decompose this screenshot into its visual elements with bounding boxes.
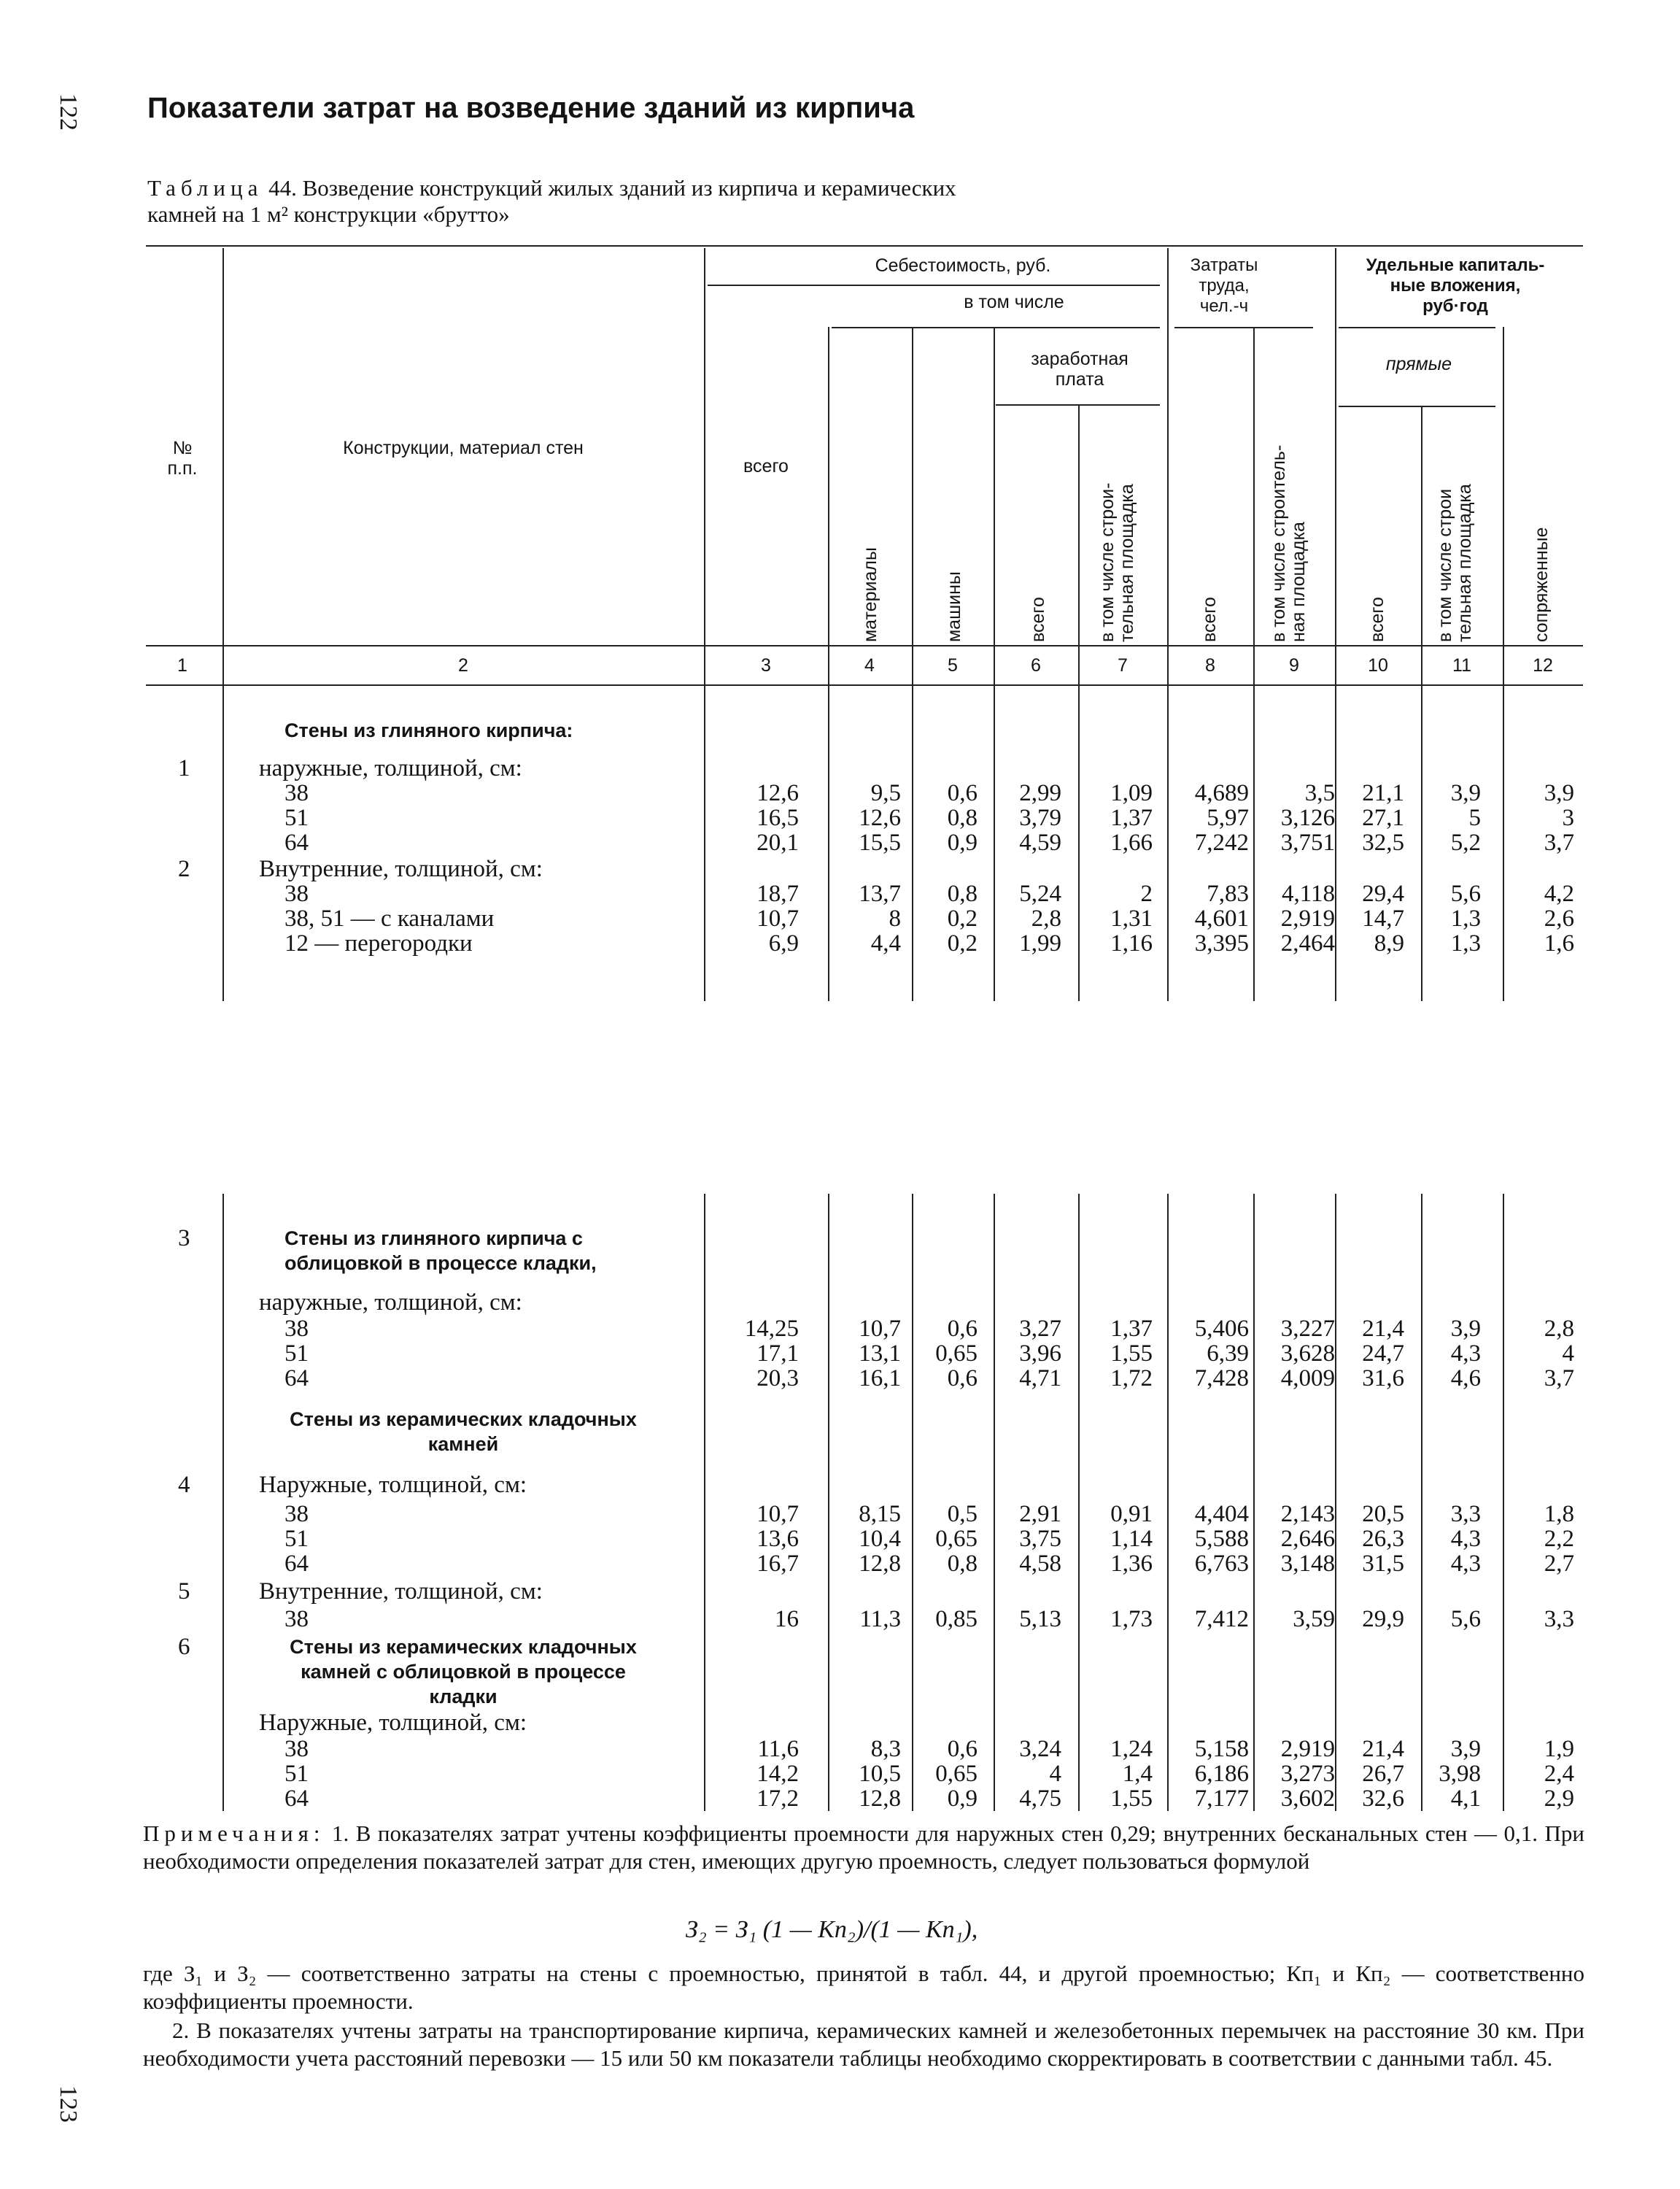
row-label-subgroup: Наружные, толщиной, см:: [259, 1710, 527, 1736]
rule-header-bottom: [146, 645, 1583, 646]
cell-col-4: 12,6: [859, 805, 901, 831]
row-label-thickness: 51: [284, 1526, 309, 1552]
row-label-thickness: 38: [284, 1316, 309, 1342]
cell-col-9: 2,464: [1280, 930, 1335, 957]
cell-col-9: 3,148: [1280, 1551, 1335, 1577]
cell-col-7: 1,4: [1122, 1761, 1153, 1787]
cell-col-12: 2,9: [1544, 1785, 1574, 1812]
rule-v: [1253, 327, 1255, 686]
rule-v: [1421, 406, 1422, 686]
cell-col-7: 1,09: [1110, 780, 1153, 806]
column-number-11: 11: [1452, 655, 1471, 676]
cell-col-6: 3,27: [1019, 1316, 1061, 1342]
cell-col-6: 2,99: [1019, 780, 1061, 806]
cell-col-10: 21,4: [1362, 1736, 1404, 1762]
cell-col-4: 8: [889, 906, 901, 932]
header-materials: материалы: [860, 547, 880, 642]
cell-col-5: 0,2: [947, 930, 978, 957]
cell-col-9: 3,59: [1293, 1606, 1335, 1632]
cell-col-3: 17,1: [756, 1340, 799, 1367]
cell-col-8: 7,428: [1194, 1365, 1249, 1391]
cell-col-5: 0,6: [947, 1365, 978, 1391]
cell-col-12: 2,7: [1544, 1551, 1574, 1577]
header-machines: машины: [944, 571, 964, 642]
cell-col-7: 1,72: [1110, 1365, 1153, 1391]
cell-col-5: 0,65: [935, 1340, 978, 1367]
row-label-thickness: 51: [284, 1761, 309, 1787]
cell-col-10: 26,3: [1362, 1526, 1404, 1552]
cell-col-6: 4: [1049, 1761, 1061, 1787]
column-number-7: 7: [1118, 655, 1128, 676]
cell-col-8: 5,406: [1194, 1316, 1249, 1342]
cell-col-11: 4,6: [1450, 1365, 1481, 1391]
cell-col-9: 2,919: [1280, 906, 1335, 932]
cell-col-5: 0,6: [947, 1316, 978, 1342]
cell-col-7: 2: [1140, 881, 1153, 907]
caption-line1: 44. Возведение конструкций жилых зданий из кирпича и керамических: [263, 175, 956, 201]
cell-col-8: 6,39: [1207, 1340, 1249, 1367]
cell-col-10: 21,1: [1362, 780, 1404, 806]
cell-col-7: 1,66: [1110, 830, 1153, 856]
rule-top: [146, 245, 1583, 247]
cell-col-10: 29,4: [1362, 881, 1404, 907]
cell-col-9: 2,919: [1280, 1736, 1335, 1762]
cell-col-10: 32,5: [1362, 830, 1404, 856]
cell-col-8: 4,601: [1194, 906, 1249, 932]
cell-col-6: 2,91: [1019, 1501, 1061, 1527]
cell-col-6: 3,24: [1019, 1736, 1061, 1762]
caption-label: Таблица: [147, 175, 263, 201]
cell-col-10: 31,5: [1362, 1551, 1404, 1577]
cell-col-6: 5,13: [1019, 1606, 1061, 1632]
cell-col-11: 1,3: [1450, 906, 1481, 932]
cell-col-4: 10,7: [859, 1316, 901, 1342]
cell-col-11: 3,9: [1450, 1316, 1481, 1342]
cell-col-8: 5,97: [1207, 805, 1249, 831]
row-label-section: облицовкой в процессе кладки,: [284, 1252, 597, 1274]
row-label-subgroup: Внутренние, толщиной, см:: [259, 856, 543, 882]
rule-h: [832, 327, 1160, 328]
column-number-12: 12: [1533, 655, 1553, 676]
cell-col-7: 1,55: [1110, 1785, 1153, 1812]
cell-col-11: 5,6: [1450, 881, 1481, 907]
row-label-section: Стены из глиняного кирпича:: [284, 719, 573, 741]
cell-col-4: 10,4: [859, 1526, 901, 1552]
cell-col-12: 3,7: [1544, 830, 1574, 856]
cell-col-11: 4,3: [1450, 1340, 1481, 1367]
cell-col-9: 3,126: [1280, 805, 1335, 831]
row-label-subgroup: наружные, толщиной, см:: [259, 1289, 522, 1316]
cell-col-3: 13,6: [756, 1526, 799, 1552]
rule-h: [708, 285, 1160, 286]
header-wage-total: всего: [1028, 597, 1048, 642]
row-label-subgroup: Наружные, толщиной, см:: [259, 1472, 527, 1498]
cell-col-4: 4,4: [870, 930, 901, 957]
page-number-top: 122: [55, 93, 82, 131]
cell-col-3: 14,25: [744, 1316, 799, 1342]
row-label-section: Стены из керамических кладочных: [290, 1636, 637, 1658]
row-label-section: кладки: [429, 1686, 498, 1707]
header-wage: заработная плата: [1031, 349, 1129, 390]
cell-col-6: 3,79: [1019, 805, 1061, 831]
cell-col-3: 16,5: [756, 805, 799, 831]
cell-col-8: 4,689: [1194, 780, 1249, 806]
rule-v: [222, 248, 224, 686]
cell-col-3: 20,3: [756, 1365, 799, 1391]
row-number: 6: [178, 1634, 190, 1660]
cell-col-5: 0,6: [947, 780, 978, 806]
row-label-thickness: 38: [284, 1606, 309, 1632]
cell-col-5: 0,65: [935, 1761, 978, 1787]
row-label-thickness: 64: [284, 1365, 309, 1391]
cell-col-12: 1,6: [1544, 930, 1574, 957]
cell-col-4: 16,1: [859, 1365, 901, 1391]
cell-col-10: 20,5: [1362, 1501, 1404, 1527]
cell-col-8: 7,177: [1194, 1785, 1249, 1812]
cell-col-6: 4,75: [1019, 1785, 1061, 1812]
cell-col-3: 10,7: [756, 906, 799, 932]
cell-col-11: 5: [1468, 805, 1481, 831]
cell-col-6: 1,99: [1019, 930, 1061, 957]
rule-v: [912, 327, 913, 686]
rule-v: [1503, 327, 1504, 686]
cell-col-3: 11,6: [757, 1736, 799, 1762]
cell-col-12: 1,8: [1544, 1501, 1574, 1527]
cell-col-8: 3,395: [1194, 930, 1249, 957]
rule-v: [828, 327, 829, 686]
cell-col-11: 3,9: [1450, 780, 1481, 806]
cell-col-12: 2,2: [1544, 1526, 1574, 1552]
page-title: Показатели затрат на возведение зданий из кирпича: [147, 92, 915, 124]
cell-col-9: 2,143: [1280, 1501, 1335, 1527]
rule-h: [1174, 327, 1313, 328]
column-number-3: 3: [761, 655, 771, 676]
cell-col-11: 5,6: [1450, 1606, 1481, 1632]
cell-col-5: 0,8: [947, 1551, 978, 1577]
row-label-thickness: 64: [284, 1785, 309, 1812]
header-labor-site: в том числе строитель- ная площадка: [1269, 444, 1309, 642]
cell-col-4: 8,15: [859, 1501, 901, 1527]
cell-col-3: 20,1: [756, 830, 799, 856]
cell-col-3: 14,2: [756, 1761, 799, 1787]
cell-col-10: 32,6: [1362, 1785, 1404, 1812]
cell-col-11: 3,98: [1439, 1761, 1481, 1787]
cell-col-5: 0,85: [935, 1606, 978, 1632]
rule-h: [1339, 406, 1495, 407]
rule-v: [222, 686, 224, 1001]
cell-col-8: 6,186: [1194, 1761, 1249, 1787]
column-number-1: 1: [177, 655, 187, 676]
cell-col-8: 5,158: [1194, 1736, 1249, 1762]
notes-p1: 1. В показателях затрат учтены коэффициенты проемности для наружных стен 0,29; внутренних бесканальных стен — 0,1. При необходимости определения показателей затрат для стен, имеющих другую проемность, следует пользоваться формулой: [143, 1821, 1584, 1874]
row-number: 5: [178, 1578, 190, 1605]
cell-col-4: 15,5: [859, 830, 901, 856]
cell-col-9: 3,227: [1280, 1316, 1335, 1342]
cell-col-4: 8,3: [870, 1736, 901, 1762]
row-label-thickness: 64: [284, 830, 309, 856]
header-total: всего: [743, 456, 789, 476]
cell-col-5: 0,8: [947, 881, 978, 907]
cell-col-8: 7,83: [1207, 881, 1249, 907]
row-number: 4: [178, 1472, 190, 1498]
row-label-thickness: 12 — перегородки: [284, 930, 473, 957]
cell-col-12: 3,3: [1544, 1606, 1574, 1632]
cell-col-11: 4,1: [1450, 1785, 1481, 1812]
cell-col-7: 1,16: [1110, 930, 1153, 957]
cell-col-8: 5,588: [1194, 1526, 1249, 1552]
cell-col-7: 0,91: [1110, 1501, 1153, 1527]
cell-col-5: 0,8: [947, 805, 978, 831]
cell-col-3: 12,6: [756, 780, 799, 806]
rule-v: [222, 1194, 224, 1811]
cell-col-11: 1,3: [1450, 930, 1481, 957]
cell-col-5: 0,9: [947, 1785, 978, 1812]
cell-col-6: 4,71: [1019, 1365, 1061, 1391]
page-number-bottom: 123: [55, 2085, 82, 2123]
notes-formula: З₂ = З₁ (1 — Кп₂)/(1 — Кп₁),: [686, 1916, 978, 1943]
cell-col-12: 4: [1562, 1340, 1574, 1367]
cell-col-12: 3: [1562, 805, 1574, 831]
cell-col-11: 4,3: [1450, 1551, 1481, 1577]
cell-col-12: 2,6: [1544, 906, 1574, 932]
cell-col-12: 3,7: [1544, 1365, 1574, 1391]
cell-col-3: 17,2: [756, 1785, 799, 1812]
cell-col-3: 16,7: [756, 1551, 799, 1577]
rule-v: [1078, 404, 1080, 686]
row-label-thickness: 38, 51 — с каналами: [284, 906, 495, 932]
cell-col-4: 10,5: [859, 1761, 901, 1787]
row-label-thickness: 38: [284, 1501, 309, 1527]
cell-col-10: 26,7: [1362, 1761, 1404, 1787]
cell-col-9: 2,646: [1280, 1526, 1335, 1552]
cell-col-4: 12,8: [859, 1551, 901, 1577]
cell-col-6: 4,59: [1019, 830, 1061, 856]
cell-col-8: 7,412: [1194, 1606, 1249, 1632]
header-construction: Конструкции, материал стен: [343, 438, 584, 458]
cell-col-9: 3,5: [1304, 780, 1335, 806]
row-label-thickness: 64: [284, 1551, 309, 1577]
cell-col-8: 6,763: [1194, 1551, 1249, 1577]
header-cap-total: всего: [1367, 597, 1387, 642]
cell-col-3: 16: [775, 1606, 799, 1632]
rule-v: [1167, 248, 1169, 686]
column-number-2: 2: [458, 655, 468, 676]
header-capital: Удельные капиталь- ные вложения, руб·год: [1366, 255, 1545, 316]
row-label-thickness: 51: [284, 805, 309, 831]
cell-col-10: 31,6: [1362, 1365, 1404, 1391]
cell-col-10: 29,9: [1362, 1606, 1404, 1632]
header-direct: прямые: [1385, 354, 1452, 374]
rule-h: [1339, 327, 1495, 328]
cell-col-11: 5,2: [1450, 830, 1481, 856]
cell-col-4: 9,5: [870, 780, 901, 806]
cell-col-10: 24,7: [1362, 1340, 1404, 1367]
cell-col-7: 1,73: [1110, 1606, 1153, 1632]
cell-col-11: 3,9: [1450, 1736, 1481, 1762]
column-number-10: 10: [1368, 655, 1388, 676]
row-number: 2: [178, 856, 190, 882]
notes-paragraph-2: где З₁ и З₂ — соответственно затраты на стены с проемностью, принятой в табл. 44, и другой проемностью; Кп₁ и Кп₂ — соответственно коэффициенты проемности.: [143, 1961, 1584, 2014]
cell-col-3: 18,7: [756, 881, 799, 907]
cell-col-12: 2,4: [1544, 1761, 1574, 1787]
cell-col-12: 2,8: [1544, 1316, 1574, 1342]
row-label-subgroup: Внутренние, толщиной, см:: [259, 1578, 543, 1605]
row-number: 1: [178, 755, 190, 781]
caption-line2: камней на 1 м² конструкции «брутто»: [147, 201, 510, 227]
cell-col-9: 3,273: [1280, 1761, 1335, 1787]
cell-col-7: 1,14: [1110, 1526, 1153, 1552]
cell-col-6: 4,58: [1019, 1551, 1061, 1577]
cell-col-6: 2,8: [1031, 906, 1061, 932]
cell-col-7: 1,31: [1110, 906, 1153, 932]
cell-col-10: 27,1: [1362, 805, 1404, 831]
cell-col-7: 1,37: [1110, 1316, 1153, 1342]
cell-col-7: 1,37: [1110, 805, 1153, 831]
cell-col-4: 13,7: [859, 881, 901, 907]
notes-paragraph-3: 2. В показателях учтены затраты на транспортирование кирпича, керамических камней и железобетонных перемычек на расстояние 30 км. При необходимости учета расстояний перевозки — 15 или 50 км показатели таблицы необходимо скорректировать в соответствии с данными табл. 45.: [143, 2018, 1584, 2071]
cell-col-7: 1,55: [1110, 1340, 1153, 1367]
header-cap-site: в том числе строи тельная площадка: [1435, 484, 1475, 642]
row-label-section: Стены из глиняного кирпича с: [284, 1227, 583, 1249]
cell-col-11: 4,3: [1450, 1526, 1481, 1552]
cell-col-8: 4,404: [1194, 1501, 1249, 1527]
cell-col-3: 10,7: [756, 1501, 799, 1527]
header-incl: в том числе: [964, 292, 1064, 312]
column-number-8: 8: [1205, 655, 1215, 676]
cell-col-9: 4,118: [1281, 881, 1335, 907]
cell-col-9: 3,602: [1280, 1785, 1335, 1812]
cell-col-7: 1,24: [1110, 1736, 1153, 1762]
rule-v: [994, 327, 995, 686]
row-label-subgroup: наружные, толщиной, см:: [259, 755, 522, 781]
cell-col-4: 13,1: [859, 1340, 901, 1367]
cell-col-9: 4,009: [1280, 1365, 1335, 1391]
notes-paragraph-1: [143, 1820, 1584, 1875]
rule-v: [704, 248, 705, 686]
header-wage-site: в том числе строи- тельная площадка: [1097, 482, 1137, 642]
row-label-section: камней с облицовкой в процессе: [301, 1661, 626, 1683]
column-number-5: 5: [948, 655, 958, 676]
row-label-thickness: 51: [284, 1340, 309, 1367]
row-label-section: камней: [427, 1433, 499, 1455]
cell-col-5: 0,2: [947, 906, 978, 932]
cell-col-3: 6,9: [768, 930, 799, 957]
column-number-9: 9: [1289, 655, 1299, 676]
cell-col-11: 3,3: [1450, 1501, 1481, 1527]
header-labor-total: всего: [1199, 597, 1220, 642]
cell-col-6: 3,75: [1019, 1526, 1061, 1552]
header-labor: Затраты труда, чел.-ч: [1190, 255, 1258, 316]
column-number-6: 6: [1031, 655, 1041, 676]
cell-col-5: 0,65: [935, 1526, 978, 1552]
cell-col-12: 1,9: [1544, 1736, 1574, 1762]
cell-col-9: 3,628: [1280, 1340, 1335, 1367]
cell-col-4: 11,3: [859, 1606, 901, 1632]
column-number-4: 4: [864, 655, 875, 676]
cell-col-5: 0,6: [947, 1736, 978, 1762]
cell-col-8: 7,242: [1194, 830, 1249, 856]
cell-col-10: 8,9: [1374, 930, 1404, 957]
header-no: № п.п.: [167, 438, 198, 479]
notes-label: Примечания:: [143, 1821, 325, 1846]
row-label-thickness: 38: [284, 881, 309, 907]
header-related: сопряженные: [1531, 527, 1552, 642]
cell-col-6: 5,24: [1019, 881, 1061, 907]
row-label-thickness: 38: [284, 1736, 309, 1762]
header-cost: Себестоимость, руб.: [875, 255, 1051, 276]
cell-col-9: 3,751: [1280, 830, 1335, 856]
cell-col-5: 0,5: [947, 1501, 978, 1527]
row-number: 3: [178, 1225, 190, 1251]
cell-col-7: 1,36: [1110, 1551, 1153, 1577]
cell-col-6: 3,96: [1019, 1340, 1061, 1367]
table-caption: [147, 175, 956, 228]
cell-col-5: 0,9: [947, 830, 978, 856]
cell-col-10: 14,7: [1362, 906, 1404, 932]
cell-col-10: 21,4: [1362, 1316, 1404, 1342]
row-label-section: Стены из керамических кладочных: [290, 1408, 637, 1430]
row-label-thickness: 38: [284, 780, 309, 806]
cell-col-12: 4,2: [1544, 881, 1574, 907]
rule-colnums-bottom: [146, 684, 1583, 686]
cell-col-4: 12,8: [859, 1785, 901, 1812]
cell-col-12: 3,9: [1544, 780, 1574, 806]
